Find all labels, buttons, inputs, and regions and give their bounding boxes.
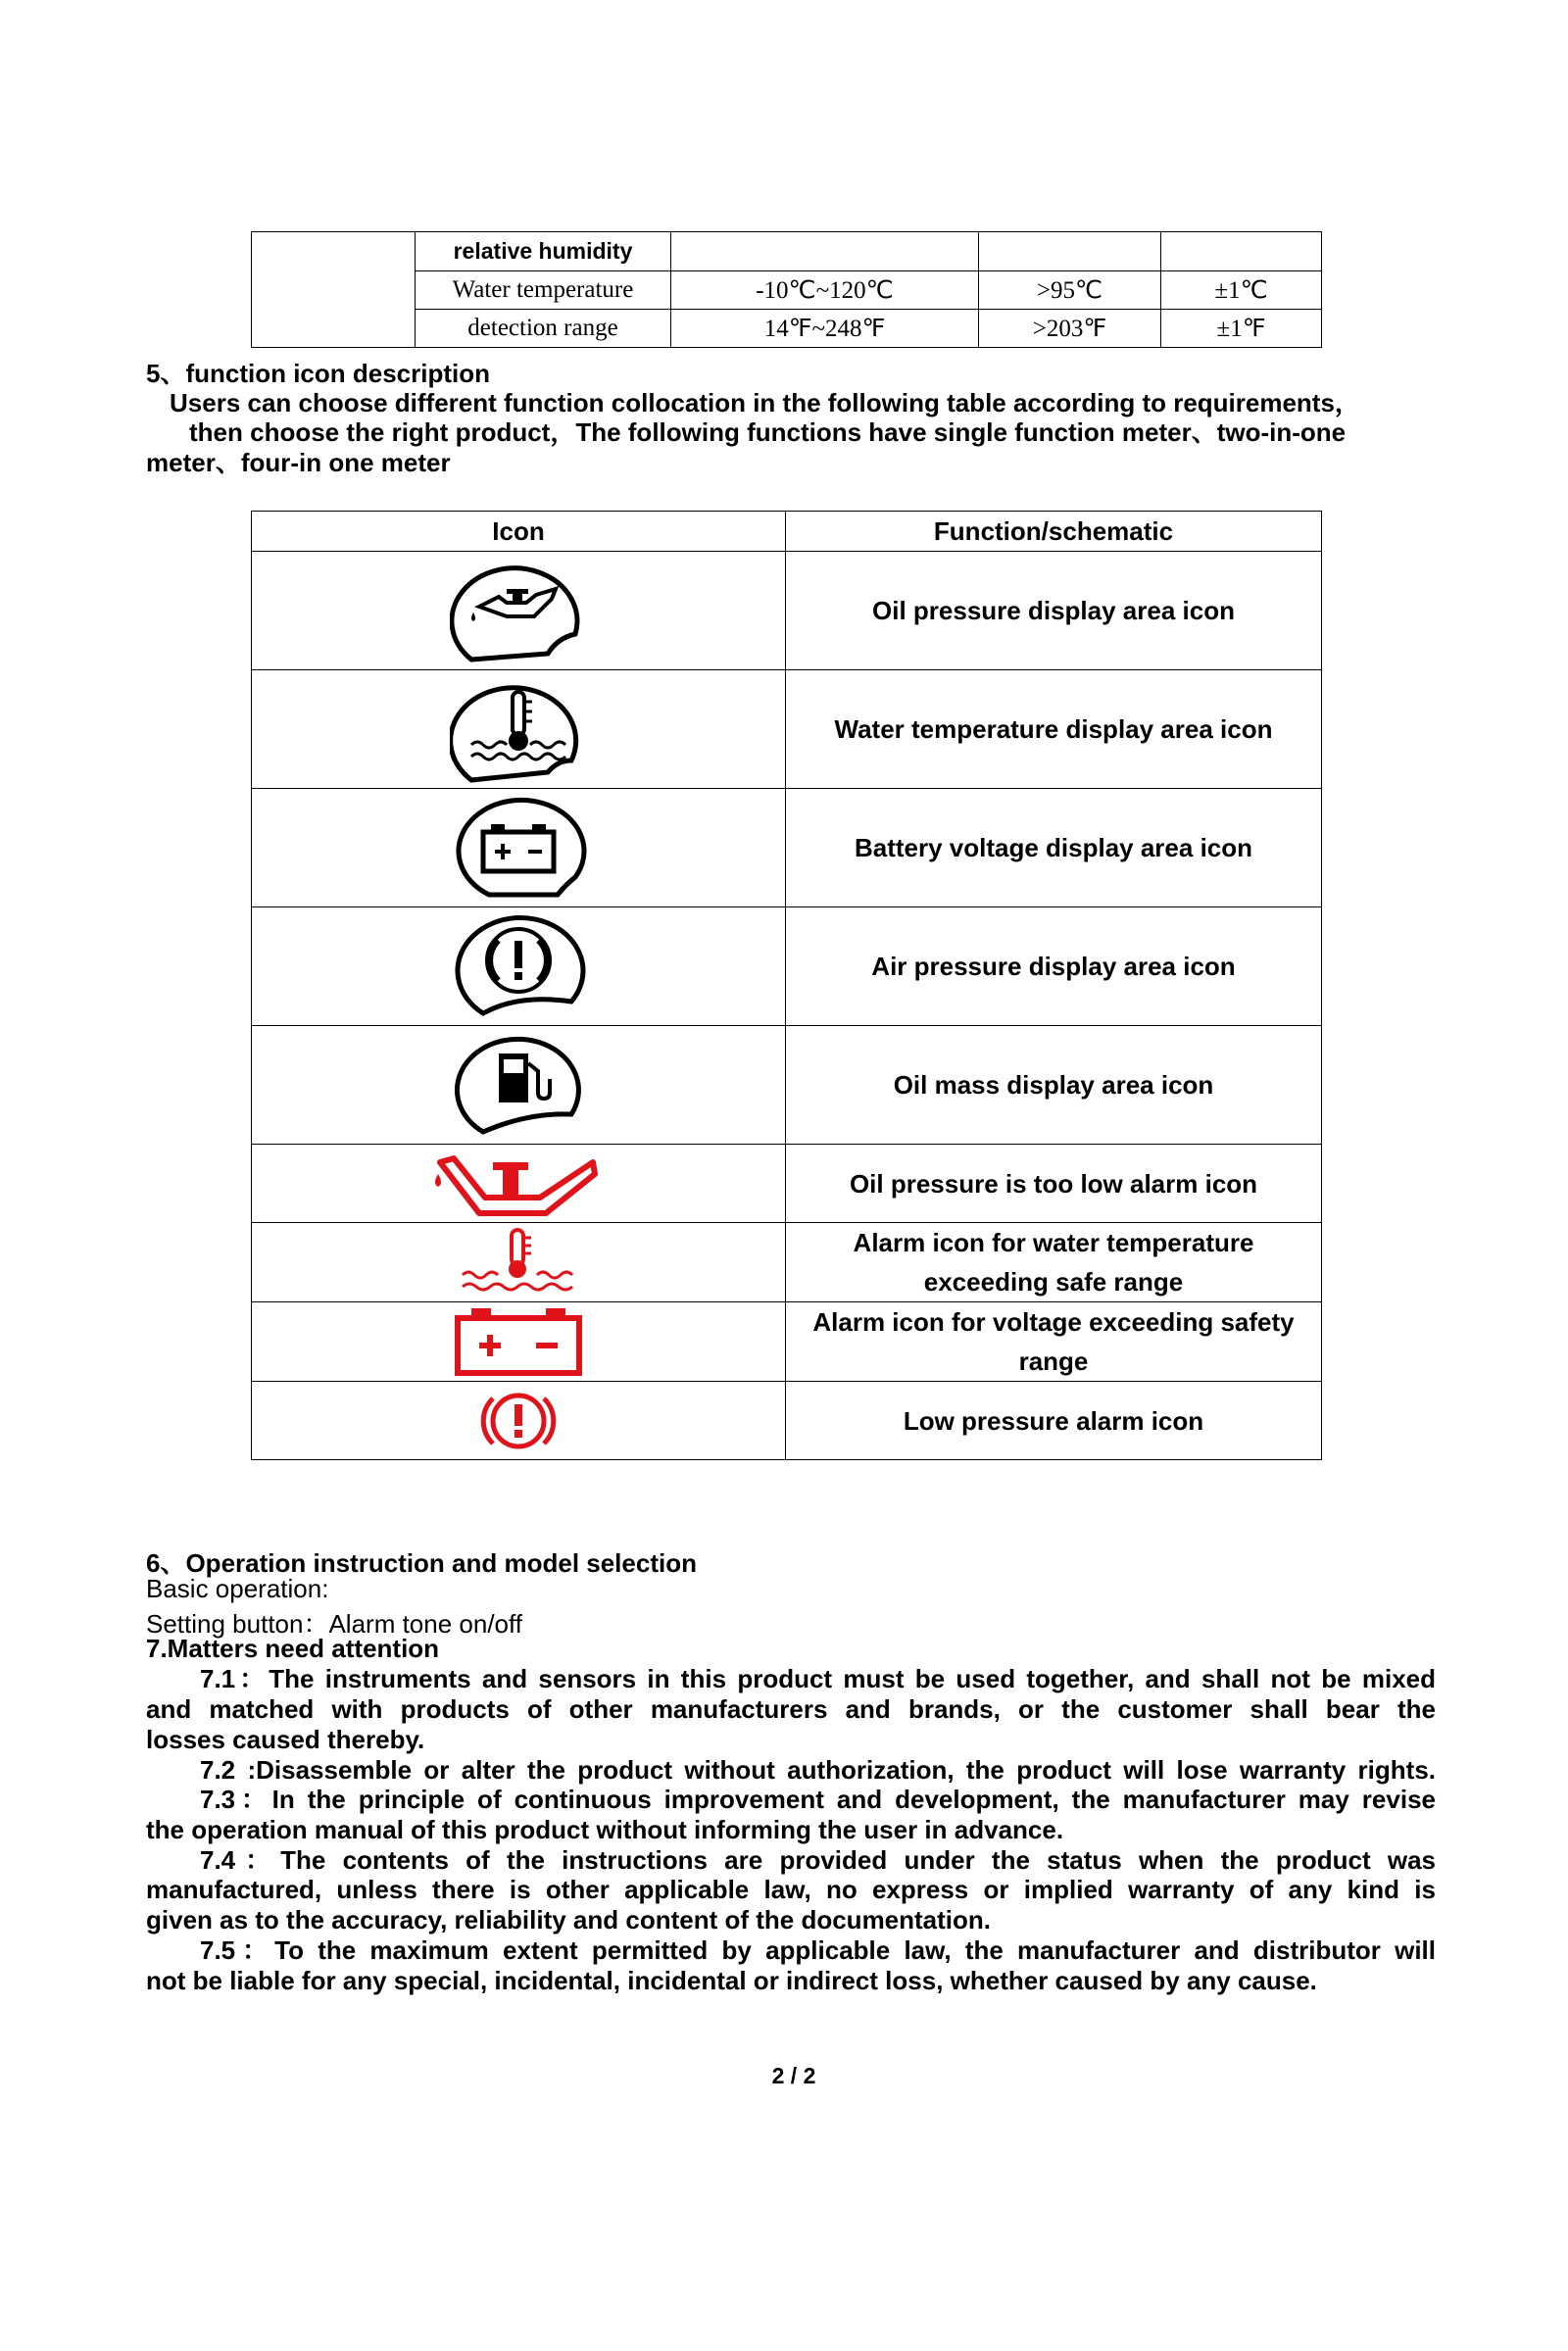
section-5-intro: meter、four-in one meter [146,448,451,477]
voltage-alarm-icon [452,1306,585,1377]
setting-button-label: Setting button：Alarm tone on/off [146,1609,522,1639]
page-number: 2 / 2 [771,2063,816,2088]
icon-cell [252,1302,786,1382]
paragraph-line: 7.4：The contents of the instructions are provided under the status when the product was [200,1845,1436,1875]
table-row [252,1223,1322,1302]
fuel-pump-icon [450,1030,587,1140]
water-temperature-icon [450,674,587,784]
table-row [252,1145,1322,1223]
function-cell: Water temperature display area icon [786,670,1322,789]
function-cell: Air pressure display area icon [786,907,1322,1026]
basic-operation-label: Basic operation: [146,1574,329,1603]
icon-cell [252,1382,786,1460]
function-text-line: Alarm icon for voltage exceeding safety [812,1307,1295,1337]
water-temperature-alarm-icon [455,1226,582,1298]
relative-humidity-label: relative humidity [416,232,671,271]
table-row [252,1382,1322,1460]
table-row [252,789,1322,907]
spec-table [251,231,1322,348]
paragraph-line: manufactured, unless there is other applicable law, no express or implied warranty of any kind is [146,1875,1436,1904]
battery-voltage-icon [450,793,587,903]
function-cell [786,1302,1322,1382]
icon-cell [252,1026,786,1145]
paragraph-line: 7.5：To the maximum extent permitted by applicable law, the manufacturer and distributor will [200,1935,1436,1965]
empty-cell [1161,232,1322,271]
table-row [252,670,1322,789]
icon-cell [252,789,786,907]
section-5-heading: 5、function icon description [146,359,491,388]
empty-cell [979,232,1161,271]
section-5-intro: Users can choose different function collocation in the following table according to requirements， [170,388,1360,417]
table-row [252,907,1322,1026]
icon-cell [252,552,786,670]
icon-cell [252,670,786,789]
function-text-line: Alarm icon for water temperature [853,1228,1254,1257]
table-row [252,1026,1322,1145]
icon-cell [252,907,786,1026]
section-7-heading: 7.Matters need attention [146,1634,440,1663]
oil-pressure-alarm-icon [430,1149,607,1219]
spec-range: 14℉~248℉ [671,310,979,348]
paragraph-line: 7.3：In the principle of continuous improvement and development, the manufacturer may revise [200,1785,1436,1814]
icon-cell [252,1223,786,1302]
paragraph-line: 7.2 :Disassemble or alter the product without authorization, the product will lose warranty rights. [200,1755,1436,1785]
empty-cell [671,232,979,271]
table-row [252,1302,1322,1382]
table-row [252,232,1322,271]
paragraph-line: given as to the accuracy, reliability and content of the documentation. [146,1905,992,1935]
empty-cell [252,232,416,348]
paragraph-line: 7.1：The instruments and sensors in this product must be used together, and shall not be mixed [200,1664,1436,1693]
table-row [252,552,1322,670]
function-cell: Battery voltage display area icon [786,789,1322,907]
function-text-line: range [1018,1347,1089,1376]
spec-range: -10℃~120℃ [671,271,979,310]
section-5-intro: then choose the right product，The following functions have single function meter、two-in-one [189,417,1347,447]
paragraph-line: losses caused thereby. [146,1725,425,1754]
air-pressure-icon [450,911,587,1021]
section-6-heading: 6、Operation instruction and model selection [146,1548,697,1578]
spec-label: Water temperature [416,271,671,310]
function-cell: Oil pressure display area icon [786,552,1322,670]
function-text-line: exceeding safe range [923,1267,1184,1297]
function-cell [786,1223,1322,1302]
spec-alarm: >95℃ [979,271,1161,310]
spec-alarm: >203℉ [979,310,1161,348]
table-header-row [252,512,1322,552]
function-cell: Low pressure alarm icon [786,1382,1322,1460]
function-cell: Oil mass display area icon [786,1026,1322,1145]
paragraph-line: not be liable for any special, incidental, incidental or indirect loss, whether caused by any cause. [146,1966,1317,1995]
paragraph-line: and matched with products of other manufacturers and brands, or the customer shall bear the [146,1694,1436,1724]
column-header-function: Function/schematic [786,512,1322,552]
spec-accuracy: ±1℉ [1161,310,1322,348]
icon-table [251,511,1322,1460]
column-header-icon: Icon [252,512,786,552]
paragraph-line: the operation manual of this product without informing the user in advance. [146,1815,1064,1844]
spec-accuracy: ±1℃ [1161,271,1322,310]
function-cell: Oil pressure is too low alarm icon [786,1145,1322,1223]
oil-pressure-icon [450,556,587,665]
spec-label: detection range [416,310,671,348]
low-pressure-alarm-icon [477,1387,560,1455]
icon-cell [252,1145,786,1223]
